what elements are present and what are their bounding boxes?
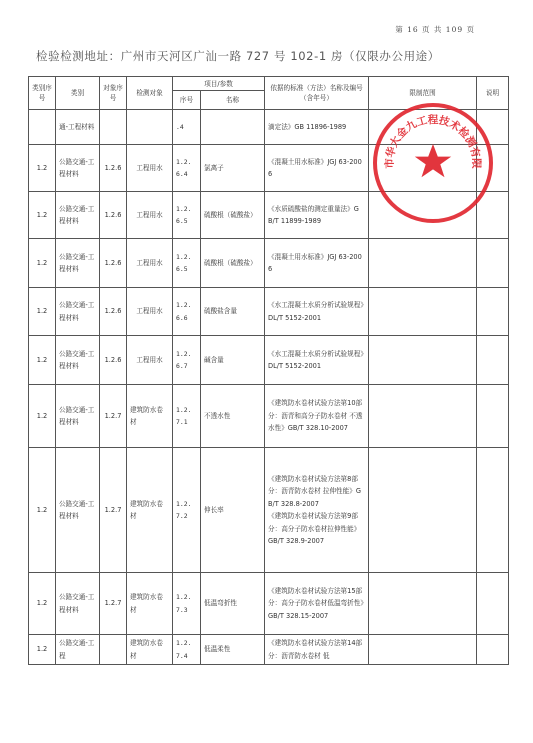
cell-param-name: 低温柔性: [201, 635, 265, 665]
cell-note: [477, 288, 509, 336]
cell-param-name: 硫酸盐含量: [201, 288, 265, 336]
table-row: [29, 192, 509, 239]
cell-category-no: [29, 110, 56, 145]
cell-limit: [369, 288, 477, 336]
cell-category: 公路交通-工程材料: [56, 288, 100, 336]
cell-object-no: 1.2.7: [100, 385, 127, 448]
table-row: [29, 385, 509, 448]
cell-category: 公路交通-工程材料: [56, 192, 100, 239]
cell-category-no: 1.2: [29, 192, 56, 239]
cell-param-name: 不透水性: [201, 385, 265, 448]
cell-param-name: 氯离子: [201, 145, 265, 192]
cell-object: 工程用水: [127, 145, 173, 192]
cell-standard: 《水工混凝土水质分析试验规程》DL/T 5152-2001: [265, 336, 369, 385]
cell-standard: [265, 448, 369, 573]
cell-object-no: 1.2.6: [100, 145, 127, 192]
cell-category: 公路交通-工程材料: [56, 385, 100, 448]
cell-object: 工程用水: [127, 239, 173, 288]
cell-note: [477, 336, 509, 385]
cell-category-no: 1.2: [29, 239, 56, 288]
cell-object-no: 1.2.6: [100, 192, 127, 239]
cell-note: [477, 145, 509, 192]
cell-object-no: [100, 635, 127, 665]
cell-note: [477, 239, 509, 288]
cell-limit: [369, 145, 477, 192]
cell-limit: [369, 635, 477, 665]
table-row: [29, 239, 509, 288]
cell-note: [477, 192, 509, 239]
table-row: [29, 110, 509, 145]
cell-limit: [369, 448, 477, 573]
cell-limit: [369, 336, 477, 385]
cell-param-name: 硫酸根（硫酸盐）: [201, 239, 265, 288]
cell-standard: 《建筑防水卷材试验方法第15部分：高分子防水卷材低温弯折性》GB/T 328.15-2007: [265, 573, 369, 635]
cell-param-no: 1.2.6.5: [173, 239, 201, 288]
cell-note: [477, 635, 509, 665]
cell-param-name: 硫酸根（硫酸盐）: [201, 192, 265, 239]
cell-param-no: 1.2.6.7: [173, 336, 201, 385]
cell-category: 公路交通-工程材料: [56, 336, 100, 385]
cell-param-name: 伸长率: [201, 448, 265, 573]
cell-category-no: 1.2: [29, 288, 56, 336]
cell-param-no: 1.2.6.5: [173, 192, 201, 239]
cell-category-no: 1.2: [29, 635, 56, 665]
header-param-name: 名称: [201, 91, 265, 110]
header-limit: 限制范围: [369, 77, 477, 110]
table-row: [29, 635, 509, 665]
cell-param-name: [201, 110, 265, 145]
cell-object: 工程用水: [127, 192, 173, 239]
cell-standard: 《混凝土用水标准》JGJ 63-2006: [265, 145, 369, 192]
cell-category: 公路交通-工程材料: [56, 145, 100, 192]
cell-param-no: 1.2.7.1: [173, 385, 201, 448]
cell-object: 工程用水: [127, 288, 173, 336]
cell-param-no: 1.2.6.4: [173, 145, 201, 192]
cell-param-no: 1.2.7.4: [173, 635, 201, 665]
standard-line: 《建筑防水卷材试验方法第8部分：沥青防水卷材 拉伸性能》GB/T 328.8-2007: [268, 474, 361, 508]
header-note: 说明: [477, 77, 509, 110]
cell-category: 公路交通-工程: [56, 635, 100, 665]
cell-object: 建筑防水卷材: [127, 448, 173, 573]
cell-object: [127, 110, 173, 145]
header-category: 类别: [56, 77, 100, 110]
cell-category-no: 1.2: [29, 385, 56, 448]
header-standard: 依据的标准（方法）名称及编号（含年号）: [265, 77, 369, 110]
cell-category: 公路交通-工程材料: [56, 448, 100, 573]
cell-standard: 《建筑防水卷材试验方法第14部分：沥青防水卷材 低: [265, 635, 369, 665]
header-param: 项目/参数: [173, 77, 265, 91]
cell-standard: 《水质硫酸盐的测定重量法》GB/T 11899-1989: [265, 192, 369, 239]
cell-limit: [369, 573, 477, 635]
cell-object: 建筑防水卷材: [127, 385, 173, 448]
cell-category: 公路交通-工程材料: [56, 239, 100, 288]
cell-limit: [369, 110, 477, 145]
cell-param-no: .4: [173, 110, 201, 145]
standard-line: 《建筑防水卷材试验方法第9部分：高分子防水卷材拉伸性能》GB/T 328.9-2007: [268, 512, 361, 545]
cell-object-no: 1.2.7: [100, 573, 127, 635]
scope-table: [28, 76, 509, 665]
cell-param-name: 碱含量: [201, 336, 265, 385]
cell-category-no: 1.2: [29, 336, 56, 385]
table-row: [29, 573, 509, 635]
cell-category: 通-工程材料: [56, 110, 100, 145]
header-object: 检测对象: [127, 77, 173, 110]
cell-note: [477, 573, 509, 635]
cell-limit: [369, 239, 477, 288]
header-category-no: 类别序号: [29, 77, 56, 110]
table-row: [29, 288, 509, 336]
cell-object-no: 1.2.6: [100, 288, 127, 336]
cell-object-no: 1.2.6: [100, 336, 127, 385]
header-param-no: 序号: [173, 91, 201, 110]
cell-standard: 《水工混凝土水质分析试验规程》DL/T 5152-2001: [265, 288, 369, 336]
cell-object-no: 1.2.7: [100, 448, 127, 573]
cell-category: 公路交通-工程材料: [56, 573, 100, 635]
cell-limit: [369, 192, 477, 239]
cell-object-no: 1.2.6: [100, 239, 127, 288]
cell-limit: [369, 385, 477, 448]
svg-text:广州市华大金九工程技术检测有限公司: 市华大金九工程技术检测有限: [383, 114, 483, 169]
cell-standard: 滴定法》GB 11896-1989: [265, 110, 369, 145]
cell-object: 建筑防水卷材: [127, 573, 173, 635]
cell-object: 工程用水: [127, 336, 173, 385]
cell-param-no: 1.2.6.6: [173, 288, 201, 336]
table-row: [29, 448, 509, 573]
cell-category-no: 1.2: [29, 448, 56, 573]
cell-note: [477, 110, 509, 145]
table-row: [29, 336, 509, 385]
cell-note: [477, 385, 509, 448]
cell-category-no: 1.2: [29, 145, 56, 192]
cell-standard: 《建筑防水卷材试验方法第10部分：沥青和高分子防水卷材 不透水性》GB/T 328.10-2007: [265, 385, 369, 448]
table-row: [29, 145, 509, 192]
inspection-address: 检验检测地址：广州市天河区广汕一路 727 号 102-1 房（仅限办公用途）: [36, 49, 440, 63]
cell-category-no: 1.2: [29, 573, 56, 635]
cell-standard: 《混凝土用水标准》JGJ 63-2006: [265, 239, 369, 288]
cell-object: 建筑防水卷材: [127, 635, 173, 665]
page-number: 第 16 页 共 109 页: [395, 25, 475, 34]
cell-param-no: 1.2.7.3: [173, 573, 201, 635]
cell-param-name: 低温弯折性: [201, 573, 265, 635]
cell-object-no: [100, 110, 127, 145]
cell-param-no: 1.2.7.2: [173, 448, 201, 573]
header-object-no: 对象序号: [100, 77, 127, 110]
cell-note: [477, 448, 509, 573]
